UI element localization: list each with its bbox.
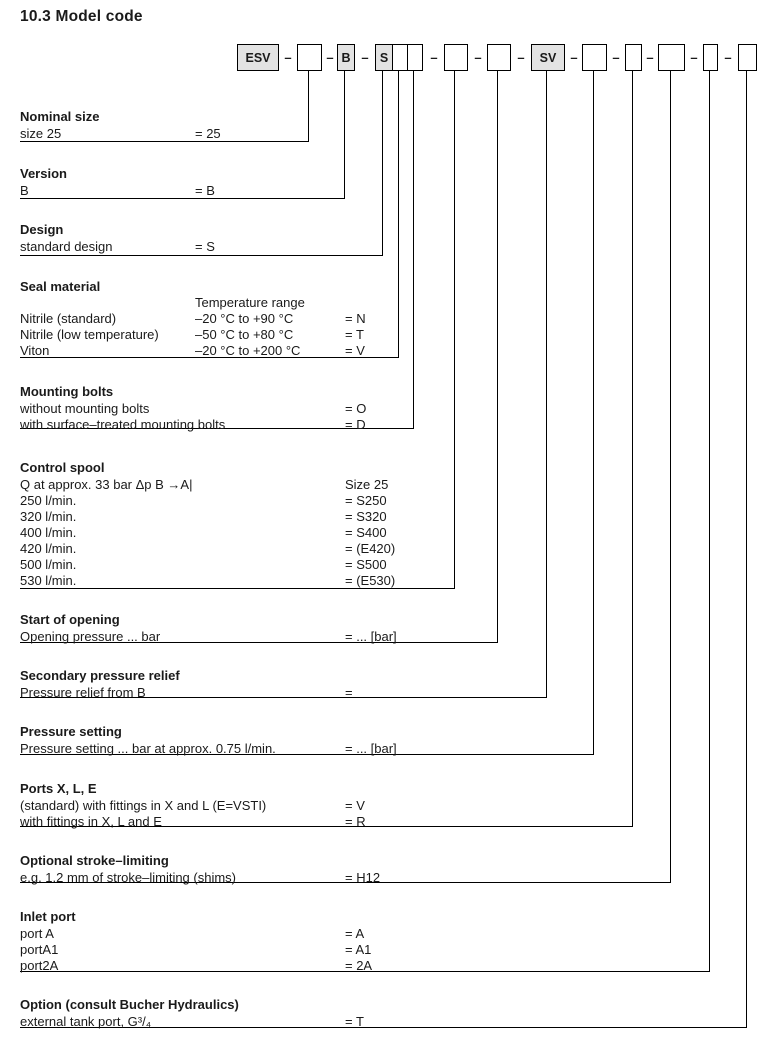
row-label: Pressure setting ... bar at approx. 0.75 l/min.: [20, 741, 276, 756]
row-mid: –50 °C to +80 °C: [195, 327, 294, 342]
code-box-esv: ESV: [237, 44, 279, 71]
row-value: = S: [195, 239, 215, 254]
code-box-start-of-opening: [487, 44, 511, 71]
row-value: = 2A: [345, 958, 373, 973]
section-title: Mounting bolts: [20, 384, 114, 399]
dash-separator: –: [517, 50, 525, 65]
row-label: port2A: [20, 958, 59, 973]
row-label: Q at approx. 33 bar Δp B →A|: [20, 477, 193, 492]
row-label: Opening pressure ... bar: [20, 629, 161, 644]
row-label: 250 l/min.: [20, 493, 77, 508]
row-label: portA1: [20, 942, 59, 957]
row-label: size 25: [20, 126, 62, 141]
row-label: Pressure relief from B: [20, 685, 146, 700]
row-mid: –20 °C to +90 °C: [195, 311, 294, 326]
row-label: without mounting bolts: [20, 401, 150, 416]
row-value: = D: [345, 417, 366, 432]
section-title: Ports X, L, E: [20, 781, 97, 796]
section-title: Secondary pressure relief: [20, 668, 180, 683]
dash-separator: –: [724, 50, 732, 65]
row-label: Nitrile (low temperature): [20, 327, 159, 342]
dash-separator: –: [570, 50, 578, 65]
code-box-nominal-size: [297, 44, 322, 71]
row-value: = S500: [345, 557, 387, 572]
row-value: = (E420): [345, 541, 396, 556]
dash-separator: –: [690, 50, 698, 65]
row-value: = ... [bar]: [345, 629, 397, 644]
section-title: Version: [20, 166, 67, 181]
code-box-pressure-setting: [582, 44, 607, 71]
row-value: = ... [bar]: [345, 741, 397, 756]
dash-separator: –: [474, 50, 482, 65]
row-mid: –20 °C to +200 °C: [195, 343, 301, 358]
code-box-seal-material: [392, 44, 408, 71]
row-label: e.g. 1.2 mm of stroke–limiting (shims): [20, 870, 237, 885]
row-label: port A: [20, 926, 54, 941]
dash-separator: –: [612, 50, 620, 65]
row-value: = T: [345, 327, 364, 342]
row-label: 420 l/min.: [20, 541, 77, 556]
row-value: = O: [345, 401, 367, 416]
row-label: 530 l/min.: [20, 573, 77, 588]
row-value: Size 25: [345, 477, 389, 492]
section-title: Option (consult Bucher Hydraulics): [20, 997, 239, 1012]
row-label: Nitrile (standard): [20, 311, 117, 326]
dash-separator: –: [430, 50, 438, 65]
section-title: Pressure setting: [20, 724, 122, 739]
row-value: = H12: [345, 870, 381, 885]
row-value: = A: [345, 926, 365, 941]
row-label: Viton: [20, 343, 50, 358]
row-value: = B: [195, 183, 215, 198]
row-label: standard design: [20, 239, 113, 254]
row-value: = V: [345, 343, 365, 358]
code-box-control-spool: [444, 44, 468, 71]
row-value: = T: [345, 1014, 364, 1029]
row-label: 320 l/min.: [20, 509, 77, 524]
row-value: = N: [345, 311, 366, 326]
section-title: Seal material: [20, 279, 101, 294]
dash-separator: –: [646, 50, 654, 65]
code-box-mounting-bolts: [407, 44, 423, 71]
section-title: Control spool: [20, 460, 105, 475]
row-value: = A1: [345, 942, 372, 957]
code-box-stroke-limiting: [658, 44, 685, 71]
section-title: Inlet port: [20, 909, 76, 924]
row-value: = S320: [345, 509, 387, 524]
row-value: = S400: [345, 525, 387, 540]
code-box-ports: [625, 44, 642, 71]
row-value: =: [345, 685, 353, 700]
row-label: external tank port, G³/₄: [20, 1014, 152, 1029]
row-value: = (E530): [345, 573, 396, 588]
code-box-design: S: [375, 44, 393, 71]
row-label: 400 l/min.: [20, 525, 77, 540]
page-title: 10.3 Model code: [20, 8, 143, 25]
section-title: Nominal size: [20, 109, 100, 124]
dash-separator: –: [326, 50, 334, 65]
row-label: (standard) with fittings in X and L (E=VSTI): [20, 798, 267, 813]
row-value: = R: [345, 814, 366, 829]
code-box-option: [738, 44, 757, 71]
code-box-inlet-port: [703, 44, 718, 71]
section-title: Design: [20, 222, 64, 237]
dash-separator: –: [284, 50, 292, 65]
row-label: with fittings in X, L and E: [20, 814, 162, 829]
row-value: = V: [345, 798, 365, 813]
row-value: = 25: [195, 126, 221, 141]
row-label: B: [20, 183, 29, 198]
section-title: Optional stroke–limiting: [20, 853, 169, 868]
row-label: with surface–treated mounting bolts: [20, 417, 226, 432]
row-label: 500 l/min.: [20, 557, 77, 572]
column-header: Temperature range: [195, 295, 305, 310]
section-title: Start of opening: [20, 612, 120, 627]
code-box-version: B: [337, 44, 355, 71]
code-box-sv: SV: [531, 44, 565, 71]
row-value: = S250: [345, 493, 387, 508]
dash-separator: –: [361, 50, 369, 65]
